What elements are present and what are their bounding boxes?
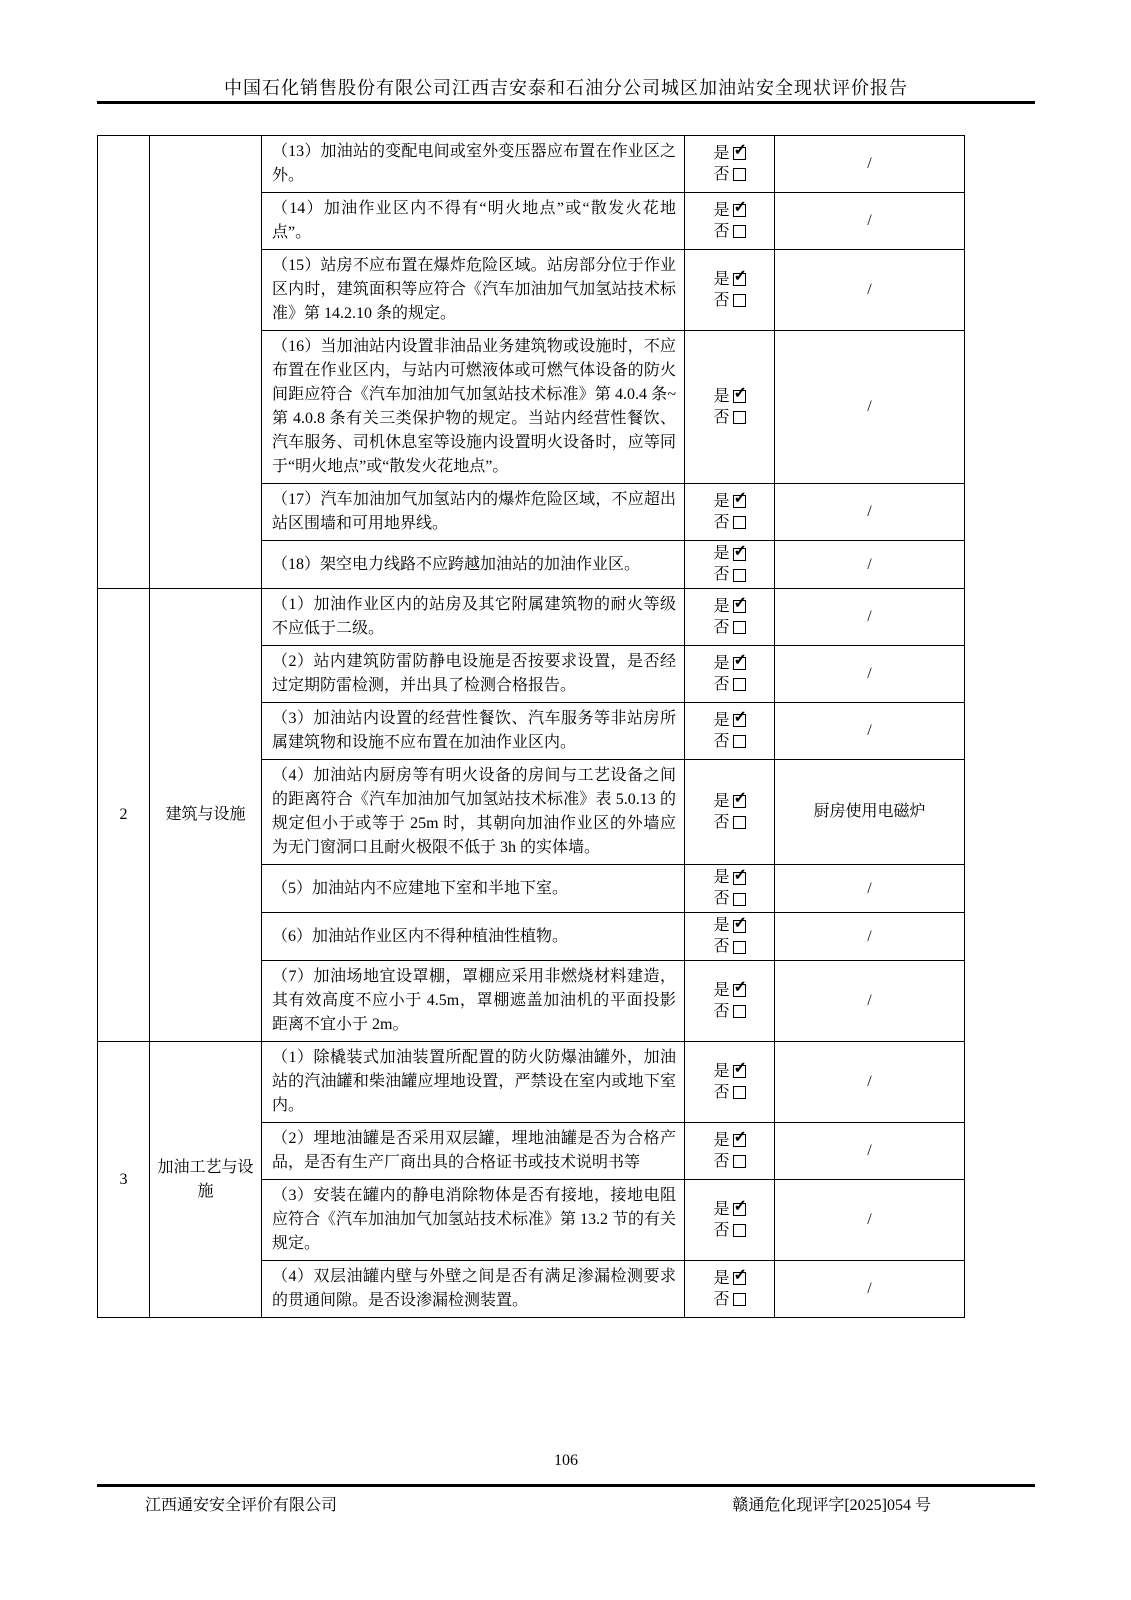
yes-no-group xyxy=(685,981,774,1022)
yes-no-label: 否 xyxy=(713,732,730,750)
yes-no-label: 是 xyxy=(713,792,730,810)
yes-no-option xyxy=(713,916,745,936)
yes-no-label: 否 xyxy=(713,1083,730,1101)
yes-no-option xyxy=(713,544,745,564)
checklist-body xyxy=(98,136,965,1318)
yes-no-cell xyxy=(685,541,775,589)
yes-no-label: 否 xyxy=(713,222,730,240)
yes-no-cell xyxy=(685,136,775,193)
checklist-item-text: （4）双层油罐内壁与外壁之间是否有满足渗漏检测要求的贯通间隙。是否设渗漏检测装置。 xyxy=(262,1261,685,1318)
yes-no-label: 是 xyxy=(713,492,730,510)
checkbox-unchecked-icon xyxy=(733,516,746,529)
yes-no-label: 是 xyxy=(713,1131,730,1149)
checklist-item-text: （5）加油站内不应建地下室和半地下室。 xyxy=(262,865,685,913)
checkbox-unchecked-icon xyxy=(733,1224,746,1237)
footer-divider xyxy=(97,1484,1035,1487)
yes-no-label: 是 xyxy=(713,1062,730,1080)
remark-cell: / xyxy=(775,589,965,646)
yes-no-option xyxy=(713,597,745,617)
yes-no-option xyxy=(713,492,745,512)
checkbox-checked-icon xyxy=(733,1134,746,1147)
yes-no-option xyxy=(713,618,745,638)
report-title: 中国石化销售股份有限公司江西吉安泰和石油分公司城区加油站安全现状评价报告 xyxy=(224,78,908,98)
section-category xyxy=(150,136,262,589)
page-number: 106 xyxy=(554,1452,578,1469)
checkbox-unchecked-icon xyxy=(733,816,746,829)
yes-no-group xyxy=(685,1062,774,1103)
yes-no-label: 否 xyxy=(713,513,730,531)
yes-no-group xyxy=(685,544,774,585)
remark-cell: / xyxy=(775,1180,965,1261)
checklist-item-text: （2）站内建筑防雷防静电设施是否按要求设置，是否经过定期防雷检测，并出具了检测合格报告。 xyxy=(262,646,685,703)
checklist-item-text: （3）加油站内设置的经营性餐饮、汽车服务等非站房所属建筑物和设施不应布置在加油作业区内。 xyxy=(262,703,685,760)
section-category: 加油工艺与设施 xyxy=(150,1042,262,1318)
checklist-item-text: （16）当加油站内设置非油品业务建筑物或设施时，不应布置在作业区内，与站内可燃液体或可燃气体设备的防火间距应符合《汽车加油加气加氢站技术标准》第 4.0.4 条~第 4.0.8 条有关三类保护物的规定。当站内经营性餐饮、汽车服务、司机休息室等设施内设置明火设备时，应等同于“明火地点”或“散发火花地点”。 xyxy=(262,331,685,484)
yes-no-label: 否 xyxy=(713,1002,730,1020)
yes-no-option xyxy=(713,408,745,428)
yes-no-label: 是 xyxy=(713,270,730,288)
yes-no-group xyxy=(685,1131,774,1172)
table-row xyxy=(98,136,965,193)
checkbox-checked-icon xyxy=(733,390,746,403)
section-category: 建筑与设施 xyxy=(150,589,262,1042)
header-divider xyxy=(97,101,1035,104)
yes-no-label: 否 xyxy=(713,1152,730,1170)
checkbox-unchecked-icon xyxy=(733,621,746,634)
yes-no-cell xyxy=(685,484,775,541)
yes-no-label: 是 xyxy=(713,201,730,219)
yes-no-option xyxy=(713,792,745,812)
yes-no-cell xyxy=(685,646,775,703)
checkbox-unchecked-icon xyxy=(733,893,746,906)
checkbox-unchecked-icon xyxy=(733,294,746,307)
yes-no-group xyxy=(685,868,774,909)
checkbox-unchecked-icon xyxy=(733,1293,746,1306)
remark-cell: 厨房使用电磁炉 xyxy=(775,760,965,865)
yes-no-option xyxy=(713,165,745,185)
yes-no-label: 是 xyxy=(713,597,730,615)
yes-no-option xyxy=(713,732,745,752)
yes-no-option xyxy=(713,270,745,290)
yes-no-cell xyxy=(685,913,775,961)
yes-no-group xyxy=(685,654,774,695)
safety-checklist-table xyxy=(97,135,965,1318)
section-number: 3 xyxy=(98,1042,150,1318)
yes-no-group xyxy=(685,792,774,833)
yes-no-option xyxy=(713,1290,745,1310)
yes-no-option xyxy=(713,937,745,957)
yes-no-label: 是 xyxy=(713,869,730,886)
yes-no-cell xyxy=(685,760,775,865)
checkbox-unchecked-icon xyxy=(733,941,746,954)
checkbox-checked-icon xyxy=(733,1065,746,1078)
remark-cell: / xyxy=(775,961,965,1042)
yes-no-label: 否 xyxy=(713,566,730,583)
checklist-item-text: （13）加油站的变配电间或室外变压器应布置在作业区之外。 xyxy=(262,136,685,193)
checkbox-checked-icon xyxy=(733,657,746,670)
checklist-item-text: （2）埋地油罐是否采用双层罐，埋地油罐是否为合格产品，是否有生产厂商出具的合格证书或技术说明书等 xyxy=(262,1123,685,1180)
remark-cell: / xyxy=(775,646,965,703)
checklist-item-text: （3）安装在罐内的静电消除物体是否有接地，接地电阻应符合《汽车加油加气加氢站技术标准》第 13.2 节的有关规定。 xyxy=(262,1180,685,1261)
yes-no-option xyxy=(713,222,745,242)
yes-no-cell xyxy=(685,1261,775,1318)
checkbox-unchecked-icon xyxy=(733,225,746,238)
checkbox-unchecked-icon xyxy=(733,1155,746,1168)
checkbox-unchecked-icon xyxy=(733,168,746,181)
yes-no-label: 否 xyxy=(713,1221,730,1239)
yes-no-cell xyxy=(685,703,775,760)
yes-no-option xyxy=(713,1269,745,1289)
checklist-item-text: （14）加油作业区内不得有“明火地点”或“散发火花地点”。 xyxy=(262,193,685,250)
yes-no-label: 是 xyxy=(713,1269,730,1287)
yes-no-label: 否 xyxy=(713,408,730,426)
yes-no-cell xyxy=(685,250,775,331)
yes-no-label: 是 xyxy=(713,144,730,162)
yes-no-label: 否 xyxy=(713,1290,730,1308)
yes-no-label: 是 xyxy=(713,545,730,562)
yes-no-label: 是 xyxy=(713,981,730,999)
yes-no-group xyxy=(685,492,774,533)
yes-no-group xyxy=(685,597,774,638)
yes-no-option xyxy=(713,1221,745,1241)
remark-cell: / xyxy=(775,250,965,331)
remark-cell: / xyxy=(775,541,965,589)
yes-no-option xyxy=(713,1062,745,1082)
remark-cell: / xyxy=(775,703,965,760)
yes-no-option xyxy=(713,201,745,221)
remark-cell: / xyxy=(775,136,965,193)
checkbox-checked-icon xyxy=(733,548,746,561)
checklist-item-text: （15）站房不应布置在爆炸危险区域。站房部分位于作业区内时，建筑面积等应符合《汽车加油加气加氢站技术标准》第 14.2.10 条的规定。 xyxy=(262,250,685,331)
yes-no-group xyxy=(685,270,774,311)
remark-cell: / xyxy=(775,1042,965,1123)
yes-no-group xyxy=(685,201,774,242)
yes-no-cell xyxy=(685,589,775,646)
checklist-item-text: （7）加油场地宜设罩棚，罩棚应采用非燃烧材料建造，其有效高度不应小于 4.5m，罩棚遮盖加油机的平面投影距离不宜小于 2m。 xyxy=(262,961,685,1042)
checkbox-checked-icon xyxy=(733,795,746,808)
checklist-item-text: （4）加油站内厨房等有明火设备的房间与工艺设备之间的距离符合《汽车加油加气加氢站技术标准》表 5.0.13 的规定但小于或等于 25m 时，其朝向加油作业区的外墙应为无门窗洞口且耐火极限不低于 3h 的实体墙。 xyxy=(262,760,685,865)
yes-no-label: 是 xyxy=(713,387,730,405)
checkbox-checked-icon xyxy=(733,920,746,933)
checkbox-checked-icon xyxy=(733,600,746,613)
yes-no-group xyxy=(685,916,774,957)
yes-no-cell xyxy=(685,865,775,913)
yes-no-group xyxy=(685,1200,774,1241)
yes-no-option xyxy=(713,1002,745,1022)
yes-no-label: 否 xyxy=(713,165,730,183)
yes-no-cell xyxy=(685,1123,775,1180)
yes-no-cell xyxy=(685,961,775,1042)
yes-no-label: 是 xyxy=(713,711,730,729)
section-number xyxy=(98,136,150,589)
checkbox-checked-icon xyxy=(733,984,746,997)
checkbox-checked-icon xyxy=(733,273,746,286)
yes-no-option xyxy=(713,868,745,888)
remark-cell: / xyxy=(775,484,965,541)
yes-no-label: 否 xyxy=(713,813,730,831)
yes-no-option xyxy=(713,387,745,407)
yes-no-label: 是 xyxy=(713,917,730,934)
yes-no-label: 是 xyxy=(713,1200,730,1218)
yes-no-option xyxy=(713,513,745,533)
yes-no-group xyxy=(685,711,774,752)
checkbox-unchecked-icon xyxy=(733,1086,746,1099)
yes-no-option xyxy=(713,981,745,1001)
footer-company: 江西通安安全评价有限公司 xyxy=(145,1497,338,1514)
yes-no-label: 是 xyxy=(713,654,730,672)
yes-no-option xyxy=(713,1131,745,1151)
checklist-item-text: （18）架空电力线路不应跨越加油站的加油作业区。 xyxy=(262,541,685,589)
yes-no-option xyxy=(713,1083,745,1103)
checkbox-checked-icon xyxy=(733,1272,746,1285)
checkbox-unchecked-icon xyxy=(733,569,746,582)
yes-no-label: 否 xyxy=(713,938,730,955)
yes-no-cell xyxy=(685,331,775,484)
yes-no-option xyxy=(713,565,745,585)
checkbox-checked-icon xyxy=(733,204,746,217)
checkbox-unchecked-icon xyxy=(733,735,746,748)
table-row xyxy=(98,589,965,646)
yes-no-label: 否 xyxy=(713,618,730,636)
yes-no-group xyxy=(685,387,774,428)
yes-no-option xyxy=(713,144,745,164)
yes-no-option xyxy=(713,675,745,695)
checkbox-checked-icon xyxy=(733,495,746,508)
yes-no-label: 否 xyxy=(713,890,730,907)
remark-cell: / xyxy=(775,1261,965,1318)
checkbox-unchecked-icon xyxy=(733,411,746,424)
yes-no-option xyxy=(713,291,745,311)
checkbox-checked-icon xyxy=(733,1203,746,1216)
section-number: 2 xyxy=(98,589,150,1042)
remark-cell: / xyxy=(775,913,965,961)
yes-no-option xyxy=(713,813,745,833)
checkbox-checked-icon xyxy=(733,147,746,160)
checkbox-unchecked-icon xyxy=(733,678,746,691)
yes-no-option xyxy=(713,1200,745,1220)
yes-no-option xyxy=(713,1152,745,1172)
checklist-item-text: （6）加油站作业区内不得种植油性植物。 xyxy=(262,913,685,961)
checkbox-checked-icon xyxy=(733,714,746,727)
checkbox-checked-icon xyxy=(733,872,746,885)
yes-no-group xyxy=(685,144,774,185)
remark-cell: / xyxy=(775,865,965,913)
yes-no-cell xyxy=(685,193,775,250)
yes-no-option xyxy=(713,889,745,909)
page-footer xyxy=(97,1492,1035,1515)
remark-cell: / xyxy=(775,1123,965,1180)
yes-no-option xyxy=(713,654,745,674)
yes-no-cell xyxy=(685,1180,775,1261)
table-row xyxy=(98,1042,965,1123)
checklist-item-text: （1）加油作业区内的站房及其它附属建筑物的耐火等级不应低于二级。 xyxy=(262,589,685,646)
yes-no-label: 否 xyxy=(713,291,730,309)
checkbox-unchecked-icon xyxy=(733,1005,746,1018)
yes-no-option xyxy=(713,711,745,731)
checklist-item-text: （17）汽车加油加气加氢站内的爆炸危险区域，不应超出站区围墙和可用地界线。 xyxy=(262,484,685,541)
yes-no-group xyxy=(685,1269,774,1310)
remark-cell: / xyxy=(775,193,965,250)
remark-cell: / xyxy=(775,331,965,484)
yes-no-cell xyxy=(685,1042,775,1123)
footer-doc-number: 赣通危化现评字[2025]054 号 xyxy=(732,1497,931,1514)
checklist-item-text: （1）除橇装式加油装置所配置的防火防爆油罐外，加油站的汽油罐和柴油罐应埋地设置，严禁设在室内或地下室内。 xyxy=(262,1042,685,1123)
yes-no-label: 否 xyxy=(713,675,730,693)
